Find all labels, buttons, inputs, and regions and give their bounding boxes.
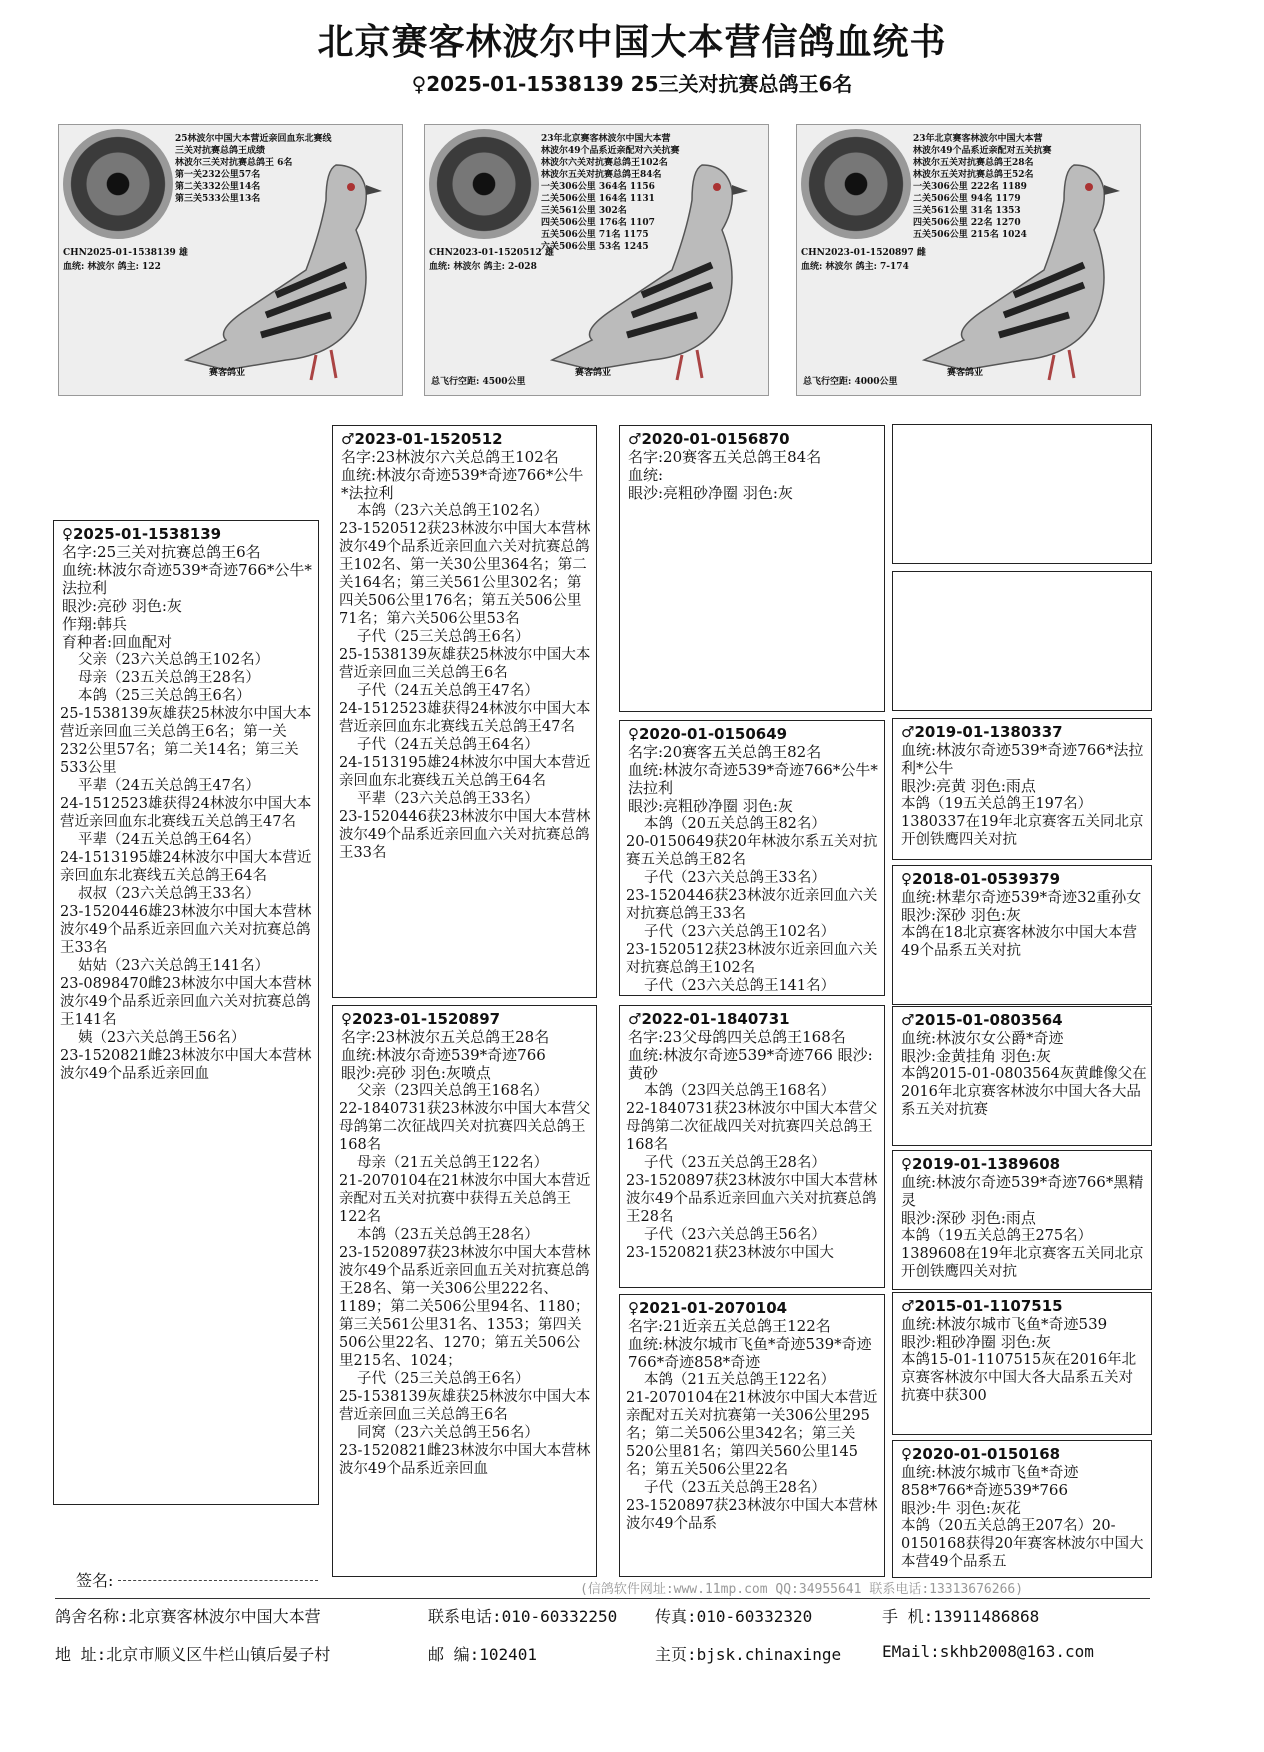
photo-caption-line: 一关306公里 222名 1189 <box>913 182 1027 192</box>
ring-number: ♂2015-01-0803564 <box>901 1011 1063 1029</box>
brand-logo: 赛客鸽业 <box>575 368 612 378</box>
pigeon-icon <box>166 145 396 385</box>
photo-caption-line: 六关506公里 53名 1245 <box>541 242 649 252</box>
achievement-title: 平辈（24五关总鸽王47名） <box>78 778 260 794</box>
footer-phone: 联系电话:010-60332250 <box>428 1607 618 1626</box>
achievement-text: 23-1520897获23林波尔中国大本营林波尔49个品系 <box>626 1498 878 1532</box>
achievement-text: 25-1538139灰雄获25林波尔中国大本营近亲回血三关总鸽王6名 <box>339 1389 591 1423</box>
achievement-text: 本鸽在18北京赛客林波尔中国大本营49个品系五关对抗 <box>901 925 1137 959</box>
achievement-text: 21-2070104在21林波尔中国大本营近亲配对五关对抗赛第一关306公里295名；第二关506公里342名；第三关520公里81名；第四关560公里145名；第五关506公里22名 <box>626 1390 878 1478</box>
photo-caption-line: 五关506公里 71名 1175 <box>541 230 649 240</box>
photo-caption-line: 林波尔五关对抗赛总鸽王84名 <box>541 170 662 180</box>
pedigree-great-grandparent-box <box>892 1006 1152 1146</box>
brand-logo: 赛客鸽业 <box>209 368 246 378</box>
achievement-text: 24-1512523雄获得24林波尔中国大本营近亲回血东北赛线五关总鸽王47名 <box>339 701 591 735</box>
achievement-title: 子代（25三关总鸽王6名） <box>357 629 530 645</box>
achievement-title: 子代（24五关总鸽王47名） <box>357 683 539 699</box>
photo-lineage: 血统: 林波尔 鸽主: 2-028 <box>429 262 537 272</box>
ring-number: ♀2020-01-0150168 <box>901 1445 1061 1463</box>
achievement-text: 24-1513195雄24林波尔中国大本营近亲回血东北赛线五关总鸽王64名 <box>339 755 591 789</box>
achievement-title: 子代（25三关总鸽王6名） <box>357 1371 530 1387</box>
achievement-title: 姑姑（23六关总鸽王141名） <box>78 958 270 974</box>
pigeon-attribute: 名字:21近亲五关总鸽王122名 <box>628 1317 831 1335</box>
photo-ring-number: CHN2023-01-1520897 雌 <box>801 248 926 258</box>
pigeon-attribute: 眼沙:深砂 羽色:灰 <box>901 906 1021 924</box>
achievement-text: 22-1840731获23林波尔中国大本营父母鸽第二次征战四关对抗赛四关总鸽王168名 <box>626 1101 878 1153</box>
footer-mobile: 手 机:13911486868 <box>882 1607 1040 1626</box>
achievement-title: 子代（23五关总鸽王28名） <box>644 1480 826 1496</box>
pigeon-attribute: 血统:林波尔奇迹539*奇迹766*法拉利*公牛 <box>901 741 1144 777</box>
achievement-section <box>620 923 884 977</box>
pedigree-sire-dam-box <box>619 720 885 996</box>
achievement-title: 本鸽（21五关总鸽王122名） <box>644 1372 836 1388</box>
photo-caption-line: 三关对抗赛总鸽王成绩 <box>175 146 266 156</box>
photo-ring-number: CHN2023-01-1520512 雄 <box>429 248 554 258</box>
pedigree-self-box <box>53 520 319 1505</box>
ring-number: ♀2025-01-1538139 <box>62 525 222 543</box>
pigeon-attribute: 血统:林波尔女公爵*奇迹 <box>901 1029 1064 1047</box>
pigeon-attribute: 血统:林波尔城市飞鱼*奇迹539 <box>901 1315 1108 1333</box>
achievement-text: 23-0898470雌23林波尔中国大本营林波尔49个品系近亲回血六关对抗赛总鸽王141名 <box>60 976 312 1028</box>
pigeon-attribute: 眼沙:金黄挂角 羽色:灰 <box>901 1047 1051 1065</box>
photo-caption-line: 三关561公里 31名 1353 <box>913 206 1021 216</box>
pigeon-attribute: 眼沙:亮黄 羽色:雨点 <box>901 777 1036 795</box>
achievement-title: 母亲（21五关总鸽王122名） <box>357 1155 549 1171</box>
achievement-section <box>54 669 318 687</box>
brand-logo: 赛客鸽业 <box>947 368 984 378</box>
photo-caption-line: 第一关232公里57名 <box>175 170 261 180</box>
achievement-section <box>620 977 884 995</box>
ring-number: ♂2022-01-1840731 <box>628 1010 790 1028</box>
pedigree-dam-sire-box <box>619 1005 885 1288</box>
achievement-section <box>54 957 318 1029</box>
ring-number: ♀2021-01-2070104 <box>628 1299 788 1317</box>
pigeon-attribute: 名字:20赛客五关总鸽王82名 <box>628 743 822 761</box>
achievement-title: 子代（23五关总鸽王28名） <box>644 1155 826 1171</box>
photo-caption-line: 五关506公里 215名 1024 <box>913 230 1027 240</box>
achievement-text: 23-1520821雌23林波尔中国大本营林波尔49个品系近亲回血 <box>339 1443 591 1477</box>
achievement-section <box>333 736 596 790</box>
pedigree-empty-box-2 <box>892 571 1152 711</box>
pigeon-icon <box>904 145 1134 385</box>
photo-caption-line: 林波尔五关对抗赛总鸽王52名 <box>913 170 1034 180</box>
photo-caption-line: 四关506公里 176名 1107 <box>541 218 655 228</box>
achievement-section <box>620 1371 884 1479</box>
achievement-title: 母亲（23五关总鸽王28名） <box>78 670 260 686</box>
ring-number: ♀2019-01-1389608 <box>901 1155 1061 1173</box>
achievement-text: 23-1520897获23林波尔中国大本营林波尔49个品系近亲回血五关对抗赛总鸽王28名、第一关306公里222名、1189；第二关506公里94名、1180；第三关561公里31名、1353；第四关506公里22名、1270；第五关506公里215名、1024； <box>339 1245 591 1369</box>
achievement-text: 本鸽15-01-1107515灰在2016年北京赛客林波尔中国大各大品系五关对抗赛中获300 <box>901 1352 1137 1404</box>
ring-number: ♀2023-01-1520897 <box>341 1010 501 1028</box>
photo-lineage: 血统: 林波尔 鸽主: 122 <box>63 262 161 272</box>
pigeon-attribute: 育种者:回血配对 <box>62 633 173 651</box>
pedigree-great-grandparent-box <box>892 1292 1152 1435</box>
achievement-text: 24-1513195雄24林波尔中国大本营近亲回血东北赛线五关总鸽王64名 <box>60 850 312 884</box>
achievement-text: 23-1520446雄23林波尔中国大本营林波尔49个品系近亲回血六关对抗赛总鸽王33名 <box>60 904 312 956</box>
pigeon-photo-card <box>58 124 403 396</box>
ring-number: ♂2015-01-1107515 <box>901 1297 1063 1315</box>
pigeon-attribute: 名字:23林波尔五关总鸽王28名 <box>341 1028 550 1046</box>
photo-caption-line: 25林波尔中国大本营近亲回血东北赛线 <box>175 134 332 144</box>
pigeon-attribute: 眼沙:粗砂净圈 羽色:灰 <box>901 1333 1051 1351</box>
pigeon-attribute: 血统:林波尔城市飞鱼*奇迹539*奇迹766*奇迹858*奇迹 <box>628 1335 872 1371</box>
achievement-title: 父亲（23四关总鸽王168名） <box>357 1083 549 1099</box>
pedigree-dam-box <box>332 1005 597 1577</box>
photo-caption-line: 二关506公里 164名 1131 <box>541 194 655 204</box>
achievement-title: 子代（23六关总鸽王56名） <box>644 1227 826 1243</box>
pigeon-attribute: 作翔:韩兵 <box>62 615 128 633</box>
achievement-section <box>620 869 884 923</box>
achievement-section <box>333 682 596 736</box>
achievement-title: 子代（23六关总鸽王33名） <box>644 870 826 886</box>
achievement-title: 本鸽（23五关总鸽王28名） <box>357 1227 539 1243</box>
achievement-section <box>54 1029 318 1083</box>
achievement-text: 21-2070104在21林波尔中国大本营近亲配对五关对抗赛中获得五关总鸽王122名 <box>339 1173 591 1225</box>
achievement-section <box>333 790 596 862</box>
achievement-text: 23-1520821雌23林波尔中国大本营林波尔49个品系近亲回血 <box>60 1048 312 1082</box>
pigeon-icon <box>532 145 762 385</box>
eye-photo <box>429 129 539 239</box>
photo-caption-line: 23年北京赛客林波尔中国大本营 <box>913 134 1043 144</box>
photo-caption-line: 第二关332公里14名 <box>175 182 261 192</box>
achievement-section <box>620 815 884 869</box>
achievement-section <box>54 777 318 831</box>
achievement-title: 子代（24五关总鸽王64名） <box>357 737 539 753</box>
achievement-title: 父亲（23六关总鸽王102名） <box>78 652 270 668</box>
achievement-text: 25-1538139灰雄获25林波尔中国大本营近亲回血三关总鸽王6名 <box>339 647 591 681</box>
photo-caption-line: 林波尔三关对抗赛总鸽王 6名 <box>175 158 293 168</box>
ring-number: ♀2020-01-0150649 <box>628 725 788 743</box>
footer-divider <box>55 1598 1150 1599</box>
pigeon-attribute: 血统:林波尔奇迹539*奇迹766*公牛*法拉利 <box>628 761 878 797</box>
ring-number: ♀2018-01-0539379 <box>901 870 1061 888</box>
pedigree-great-grandparent-box <box>892 1440 1152 1578</box>
pedigree-dam-dam-box <box>619 1294 885 1577</box>
pigeon-attribute: 名字:20赛客五关总鸽王84名 <box>628 448 822 466</box>
footer-loft-name: 鸽舍名称:北京赛客林波尔中国大本营 <box>55 1607 321 1626</box>
achievement-title: 本鸽（20五关总鸽王82名） <box>644 816 826 832</box>
achievement-section <box>620 1154 884 1226</box>
pigeon-attribute: 眼沙:亮粗砂净圈 羽色:灰 <box>628 797 793 815</box>
pigeon-attribute: 眼沙:亮砂 羽色:灰喷点 <box>341 1064 491 1082</box>
eye-photo <box>63 129 173 239</box>
achievement-title: 叔叔（23六关总鸽王33名） <box>78 886 260 902</box>
pigeon-attribute: 血统: <box>628 466 664 484</box>
achievement-title: 本鸽（25三关总鸽王6名） <box>78 688 251 704</box>
achievement-section <box>54 651 318 669</box>
photo-ring-number: CHN2025-01-1538139 雄 <box>63 248 188 258</box>
achievement-section <box>54 831 318 885</box>
ring-number: ♂2023-01-1520512 <box>341 430 503 448</box>
pigeon-attribute: 名字:23父母鸽四关总鸽王168名 <box>628 1028 846 1046</box>
achievement-text: 23-1520446获23林波尔近亲回血六关对抗赛总鸽王33名 <box>626 888 878 922</box>
footer-email: EMail:skhb2008@163.com <box>882 1642 1094 1661</box>
achievement-title: 本鸽（23四关总鸽王168名） <box>644 1083 836 1099</box>
eye-photo <box>801 129 911 239</box>
achievement-title: 姨（23六关总鸽王56名） <box>78 1030 246 1046</box>
achievement-text: 23-1520512获23林波尔近亲回血六关对抗赛总鸽王102名 <box>626 942 878 976</box>
pigeon-attribute: 血统:林辈尔奇迹539*奇迹32重孙女 <box>901 888 1142 906</box>
achievement-section <box>333 1154 596 1226</box>
achievement-title: 子代（23六关总鸽王102名） <box>644 924 836 940</box>
pigeon-attribute: 名字:23林波尔六关总鸽王102名 <box>341 448 559 466</box>
achievement-text: 23-1520446获23林波尔中国大本营林波尔49个品系近亲回血六关对抗赛总鸽王33名 <box>339 809 591 861</box>
achievement-section <box>620 1226 884 1262</box>
achievement-text: 23-1520821获23林波尔中国大 <box>626 1245 834 1261</box>
footer-homepage: 主页:bjsk.chinaxinge <box>655 1645 842 1664</box>
pigeon-attribute: 眼沙:牛 羽色:灰花 <box>901 1499 1021 1517</box>
achievement-text: 23-1520512获23林波尔中国大本营林波尔49个品系近亲回血六关对抗赛总鸽王102名、第一关30公里364名；第二关164名；第三关561公里302名；第四关506公里176名；第五关506公里71名；第六关506公里53名 <box>339 521 591 627</box>
pedigree-great-grandparent-box <box>892 718 1152 860</box>
pigeon-attribute: 眼沙:深砂 羽色:雨点 <box>901 1209 1036 1227</box>
achievement-title: 平辈（24五关总鸽王64名） <box>78 832 260 848</box>
achievement-text: 23-1520897获23林波尔中国大本营林波尔49个品系近亲回血六关对抗赛总鸽王28名 <box>626 1173 878 1225</box>
pigeon-attribute: 血统:林波尔奇迹539*奇迹766*公牛*法拉利 <box>62 561 312 597</box>
achievement-section <box>333 1424 596 1478</box>
footer-postcode: 邮 编:102401 <box>428 1645 538 1664</box>
photo-caption-line: 一关306公里 364名 1156 <box>541 182 655 192</box>
achievement-section <box>333 502 596 628</box>
pigeon-attribute: 血统:林波尔城市飞鱼*奇迹858*766*奇迹539*766 <box>901 1463 1079 1499</box>
achievement-title: 子代（23六关总鸽王141名） <box>644 978 836 994</box>
ring-number: ♂2019-01-1380337 <box>901 723 1063 741</box>
photo-caption-line: 林波尔49个品系近亲配对六关抗赛 <box>541 146 680 156</box>
pedigree-empty-box-1 <box>892 424 1152 564</box>
photo-caption-line: 23年北京赛客林波尔中国大本营 <box>541 134 671 144</box>
photo-caption-line: 林波尔六关对抗赛总鸽王102名 <box>541 158 668 168</box>
signature-label: 签名: <box>76 1571 114 1590</box>
achievement-text: 本鸽（20五关总鸽王207名）20-0150168获得20年赛客林波尔中国大本营49个品系五 <box>901 1518 1144 1570</box>
photo-caption-line: 二关506公里 94名 1179 <box>913 194 1021 204</box>
achievement-section <box>333 1370 596 1424</box>
achievement-title: 同窝（23六关总鸽王56名） <box>357 1425 539 1441</box>
pigeon-attribute: 血统:林波尔奇迹539*奇迹766 眼沙:黄砂 <box>628 1046 873 1082</box>
pigeon-photo-card <box>796 124 1141 396</box>
achievement-text: 本鸽（19五关总鸽王197名）1380337在19年北京赛客五关同北京开创铁鹰四关对抗 <box>901 796 1144 848</box>
achievement-text: 本鸽2015-01-0803564灰黄雌像父在2016年北京赛客林波尔中国大各大品系五关对抗赛 <box>901 1066 1147 1118</box>
achievement-text: 20-0150649获20年林波尔系五关对抗赛五关总鸽王82名 <box>626 834 878 868</box>
achievement-text: 本鸽（19五关总鸽王275名）1389608在19年北京赛客五关同北京开创铁鹰四关对抗 <box>901 1228 1144 1280</box>
achievement-text: 22-1840731获23林波尔中国大本营父母鸽第二次征战四关对抗赛四关总鸽王168名 <box>339 1101 591 1153</box>
page-subtitle: ♀2025-01-1538139 25三关对抗赛总鸽王6名 <box>411 72 853 96</box>
footer-fax: 传真:010-60332320 <box>655 1607 813 1626</box>
photo-caption-line: 四关506公里 22名 1270 <box>913 218 1021 228</box>
photo-caption-line: 三关561公里 302名 <box>541 206 627 216</box>
pigeon-photo-card <box>424 124 769 396</box>
achievement-title: 本鸽（23六关总鸽王102名） <box>357 503 549 519</box>
pigeon-attribute: 血统:林波尔奇迹539*奇迹766*公牛*法拉利 <box>341 466 584 502</box>
ring-number: ♂2020-01-0156870 <box>628 430 790 448</box>
photo-distance: 总飞行空距: 4000公里 <box>803 377 898 387</box>
achievement-section <box>333 1082 596 1154</box>
achievement-section <box>333 628 596 682</box>
photo-distance: 总飞行空距: 4500公里 <box>431 377 526 387</box>
pigeon-attribute: 血统:林波尔奇迹539*奇迹766 <box>341 1046 546 1064</box>
pedigree-sire-sire-box <box>619 425 885 712</box>
photo-caption-line: 林波尔五关对抗赛总鸽王28名 <box>913 158 1034 168</box>
page-title: 北京赛客林波尔中国大本营信鸽血统书 <box>317 22 947 63</box>
pigeon-attribute: 眼沙:亮粗砂净圈 羽色:灰 <box>628 484 793 502</box>
achievement-section <box>620 1082 884 1154</box>
achievement-section <box>620 1479 884 1533</box>
achievement-text: 25-1538139灰雄获25林波尔中国大本营近亲回血三关总鸽王6名；第一关232公里57名；第二关14名；第三关533公里 <box>60 706 312 776</box>
footer-address: 地 址:北京市顺义区牛栏山镇后晏子村 <box>55 1645 331 1664</box>
signature-line <box>118 1580 318 1581</box>
photo-lineage: 血统: 林波尔 鸽主: 7-174 <box>801 262 909 272</box>
pigeon-attribute: 眼沙:亮砂 羽色:灰 <box>62 597 182 615</box>
pedigree-great-grandparent-box <box>892 865 1152 1005</box>
pigeon-attribute: 名字:25三关对抗赛总鸽王6名 <box>62 543 261 561</box>
achievement-text: 24-1512523雄获得24林波尔中国大本营近亲回血东北赛线五关总鸽王47名 <box>60 796 312 830</box>
achievement-title: 平辈（23六关总鸽王33名） <box>357 791 539 807</box>
achievement-section <box>54 885 318 957</box>
achievement-section <box>333 1226 596 1370</box>
pigeon-attribute: 血统:林波尔奇迹539*奇迹766*黑精灵 <box>901 1173 1144 1209</box>
photo-caption-line: 第三关533公里13名 <box>175 194 261 204</box>
pedigree-sire-box <box>332 425 597 998</box>
pedigree-great-grandparent-box <box>892 1150 1152 1290</box>
photo-caption-line: 林波尔49个品系近亲配对五关抗赛 <box>913 146 1052 156</box>
achievement-section <box>54 687 318 777</box>
watermark-text: (信鸽软件网址:www.11mp.com QQ:34955641 联系电话:13313676266) <box>580 1582 1024 1597</box>
